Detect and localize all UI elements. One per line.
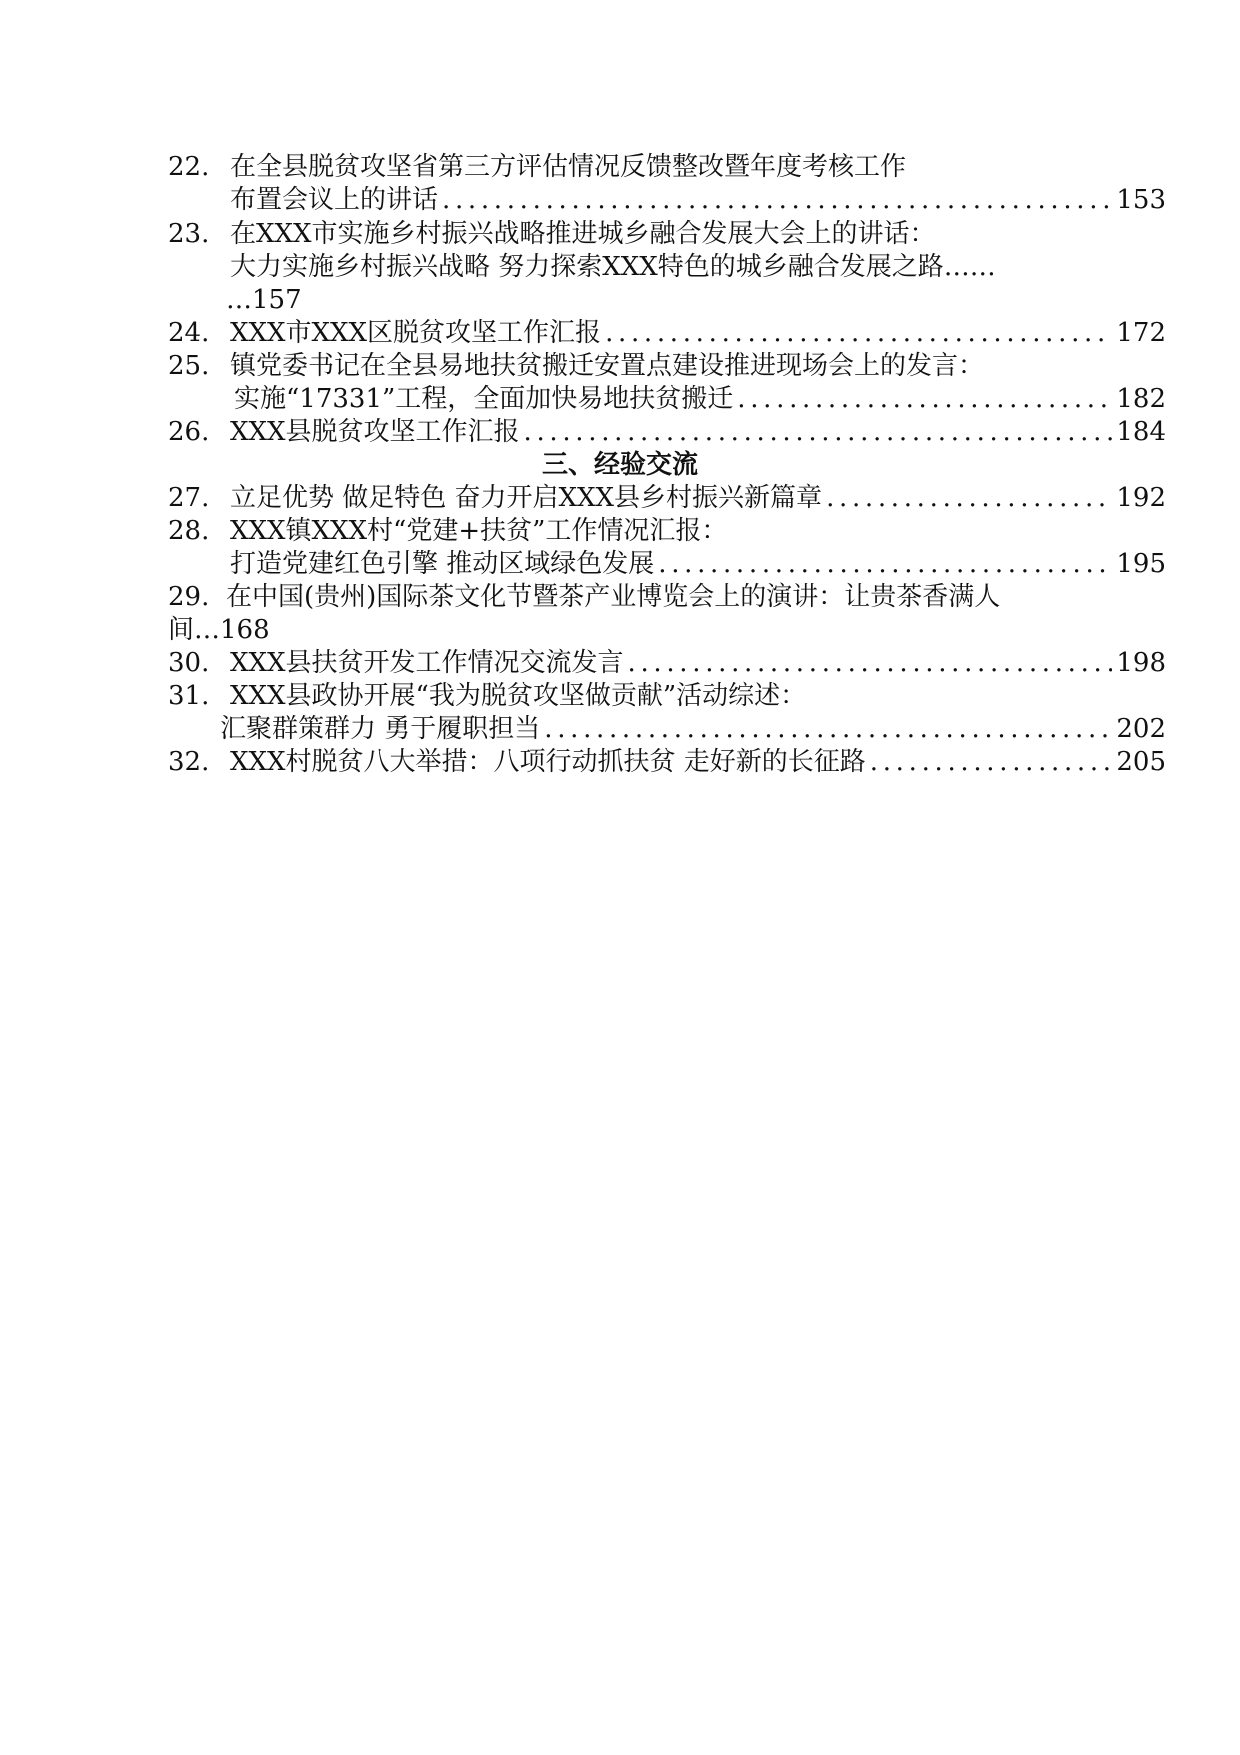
entry-number: 23.	[168, 219, 210, 249]
page-number: 172	[1116, 318, 1166, 348]
entry-title-cont: 间…168	[168, 615, 270, 645]
entry-number: 26.	[168, 417, 210, 447]
page-number: 184	[1116, 417, 1166, 447]
leader-dots	[870, 746, 1113, 779]
entry-title: 立足优势 做足特色 奋力开启XXX县乡村振兴新篇章	[230, 483, 823, 513]
entry-title: 在全县脱贫攻坚省第三方评估情况反馈整改暨年度考核工作	[230, 152, 907, 182]
leader-dots	[628, 647, 1113, 680]
toc-entry-30	[0, 647, 1240, 680]
entry-number: 31.	[168, 681, 210, 711]
entry-title-cont: 汇聚群策群力 勇于履职担当	[220, 714, 541, 744]
toc-entry-29	[0, 581, 1240, 614]
toc-entry-23-cont	[0, 251, 1240, 284]
toc-entry-23	[0, 218, 1240, 251]
entry-title: XXX市XXX区脱贫攻坚工作汇报	[230, 318, 602, 348]
entry-title: 在中国(贵州)国际茶文化节暨茶产业博览会上的演讲：让贵茶香满人	[226, 582, 1001, 612]
page-number: 205	[1116, 747, 1166, 777]
entry-title: 镇党委书记在全县易地扶贫搬迁安置点建设推进现场会上的发言：	[230, 351, 985, 381]
page-number: 198	[1116, 648, 1166, 678]
toc-entry-29-cont	[0, 614, 1240, 647]
toc-entry-27	[0, 482, 1240, 515]
entry-number: 24.	[168, 318, 210, 348]
entry-title: XXX镇XXX村“党建+扶贫”工作情况汇报：	[230, 516, 728, 546]
entry-title: XXX村脱贫八大举措：八项行动抓扶贫 走好新的长征路	[230, 747, 866, 777]
page-number: 195	[1116, 549, 1166, 579]
toc-entry-25-cont	[0, 383, 1240, 416]
entry-title-cont: 实施“17331”工程，全面加快易地扶贫搬迁	[234, 384, 734, 414]
leader-dots	[826, 482, 1112, 515]
page-number: 182	[1116, 384, 1166, 414]
entry-number: 27.	[168, 483, 210, 513]
entry-title-cont: 布置会议上的讲话	[230, 185, 439, 215]
page-number: 202	[1116, 714, 1166, 744]
toc-entry-31	[0, 680, 1240, 713]
entry-number: 30.	[168, 648, 210, 678]
toc-entry-32	[0, 746, 1240, 779]
entry-title: XXX县政协开展“我为脱贫攻坚做贡献”活动综述：	[230, 681, 807, 711]
toc-entry-23-cont2	[0, 284, 1240, 317]
toc-entry-22-cont	[0, 184, 1240, 217]
leader-dots	[605, 317, 1112, 350]
entry-number: 28.	[168, 516, 210, 546]
entry-title-cont: 大力实施乡村振兴战略 努力探索XXX特色的城乡融合发展之路……	[230, 252, 996, 282]
toc-entry-24	[0, 317, 1240, 350]
entry-title: XXX县脱贫攻坚工作汇报	[230, 417, 520, 447]
leader-dots	[658, 548, 1112, 581]
toc-entry-28-cont	[0, 548, 1240, 581]
toc-entry-28	[0, 515, 1240, 548]
entry-title: XXX县扶贫开发工作情况交流发言	[230, 648, 624, 678]
entry-title-cont: …157	[226, 285, 302, 315]
leader-dots	[544, 713, 1112, 746]
toc-entry-26	[0, 416, 1240, 449]
leader-dots	[442, 184, 1112, 217]
toc-entry-22	[0, 151, 1240, 184]
entry-title-cont: 打造党建红色引擎 推动区域绿色发展	[230, 549, 655, 579]
page-number: 192	[1116, 483, 1166, 513]
leader-dots	[524, 416, 1113, 449]
leader-dots	[737, 383, 1112, 416]
toc-entry-31-cont	[0, 713, 1240, 746]
entry-number: 25.	[168, 351, 210, 381]
entry-number: 22.	[168, 152, 210, 182]
entry-number: 32.	[168, 747, 210, 777]
entry-title: 在XXX市实施乡村振兴战略推进城乡融合发展大会上的讲话：	[230, 219, 936, 249]
section-heading: 三、经验交流	[541, 450, 698, 480]
toc-entry-25	[0, 350, 1240, 383]
entry-number: 29.	[168, 582, 210, 612]
page-number: 153	[1116, 185, 1166, 215]
